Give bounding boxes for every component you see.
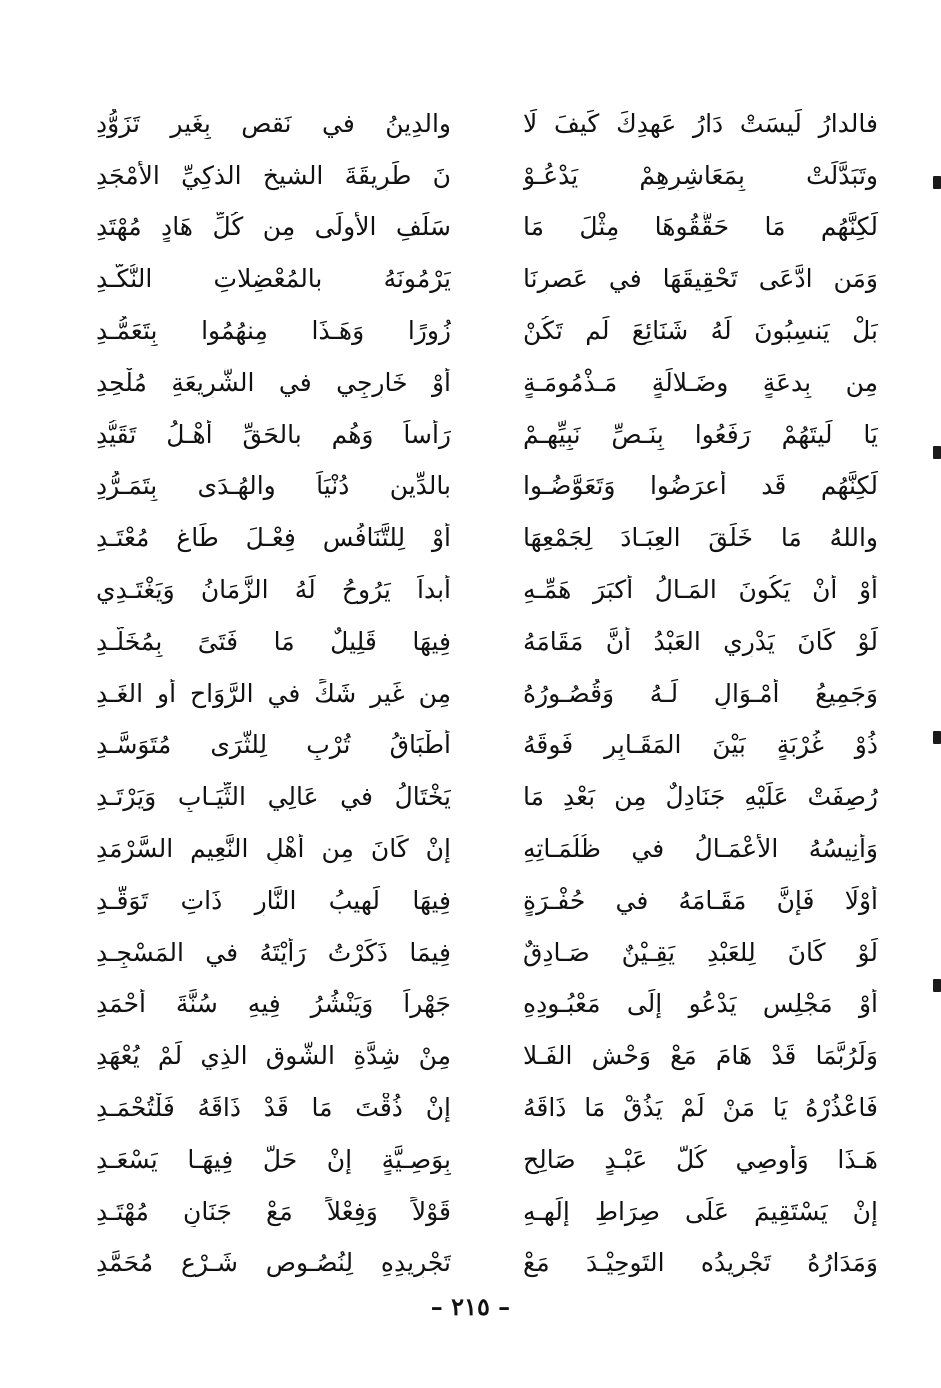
first-hemistich: هَـذَا وَأُوصِي كُلَّ عَبْـدٍ صَالِحٍ xyxy=(523,1144,878,1174)
verse-line xyxy=(96,979,878,1031)
second-hemistich: أَوْ لِلتَّنَافُسِ فِعْـلَ طَاغٍ مُعْتَـدِ xyxy=(96,523,451,553)
first-hemistich: بَلْ يَنسِبُونَ لَهُ شَنَائِعَ لَم تَكُنْ xyxy=(523,316,878,346)
verse-line xyxy=(96,1238,878,1290)
second-hemistich: أَوْ خَارِجِي في الشَّرِيعَةِ مُلْحِدِ xyxy=(96,367,451,397)
first-hemistich: وَلَرُبَّمَا قَدْ هَامَ مَعْ وَحْشِ الفَـلا xyxy=(523,1041,878,1071)
page-number: – ٢١٥ – xyxy=(430,1292,511,1321)
first-hemistich: وَأَنِيسُهُ الأَعْمَـالُ في ظُلُمَـاتِهِ xyxy=(523,834,878,864)
first-hemistich: فالدارُ لَيسَتْ دَارُ عَهدِكَ كَيفَ لَا xyxy=(523,108,878,138)
first-hemistich: لَوْ كَانَ يَدْرِي العَبْدُ أَنَّ مَقَامَهُ xyxy=(523,626,878,656)
first-hemistich: ذُوْ غُرْبَةٍ بَيْنَ المَقَـابِرِ فَوقَهُ xyxy=(523,730,878,760)
second-hemistich: تَجْرِيدِهِ لِنُصُـوصِ شَـرْعِ مُحَمَّدِ xyxy=(96,1248,451,1278)
margin-dot xyxy=(933,979,941,992)
second-hemistich: مِن غَيرِ شَكٍّ في الرَّوَاحِ أَو الغَـدِ xyxy=(96,678,451,708)
first-hemistich: وَجَمِيعُ أَمْـوَالٍ لَـهُ وَقُصُـورُهُ xyxy=(523,678,878,708)
verse-line xyxy=(96,98,878,150)
verse-line xyxy=(96,875,878,927)
verse-line xyxy=(96,461,878,513)
first-hemistich: لَكِنَّهُم قَد أَعرَضُوا وَتَعَوَّضُـوا xyxy=(523,471,878,501)
verse-line xyxy=(96,150,878,202)
second-hemistich: جَهْراً وَيَنْشُرُ فِيهِ سُنَّةَ أَحْمَدِ xyxy=(96,989,451,1019)
first-hemistich: واللهُ مَا خَلَقَ العِبَـادَ لِجَمْعِهَا xyxy=(523,523,878,553)
verse-line xyxy=(96,564,878,616)
first-hemistich: لَوْ كَانَ لِلعَبْدِ يَقِـيْنٌ صَـادِقٌ xyxy=(523,937,878,967)
second-hemistich: فِيهَا لَهِيبُ النَّارِ ذَاتِ تَوَقُّـدِ xyxy=(96,885,451,915)
second-hemistich: قَوْلاً وَفِعْلاً مَعْ جَنَانٍ مُهْتَـدِ xyxy=(96,1196,451,1226)
second-hemistich: بِوَصِـيَّةٍ إِنْ حَلَّ فِيهَـا يَسْعَـدِ xyxy=(96,1144,451,1174)
second-hemistich: فِيمَا ذَكَرْتُ رَأَيْتَهُ في المَسْجِـدِ xyxy=(96,937,451,967)
verse-line xyxy=(96,668,878,720)
first-hemistich: فَاعْذُرْهُ يَا مَنْ لَمْ يَذُقْ مَا ذَاقَهُ xyxy=(523,1093,878,1123)
second-hemistich: نَ طَرِيقَةَ الشيخِ الذكِيِّ الأَمْجَدِ xyxy=(96,160,451,190)
verse-line xyxy=(96,305,878,357)
first-hemistich: أَوْلَا فَإِنَّ مَقَـامَهُ في حُفْـرَةٍ xyxy=(523,885,878,915)
verse-line xyxy=(96,357,878,409)
first-hemistich: لَكِنَّهُم مَا حَقَّقُوهَا مِثْلَ مَا xyxy=(523,212,878,242)
margin-dot xyxy=(933,446,941,459)
second-hemistich: بالدِّينِ دُنْيَاً والهُـدَى بِتَمَـرُّدِ xyxy=(96,471,451,501)
second-hemistich: والدِينُ في نَقصٍ بِغَيرِ تَزَوُّدِ xyxy=(96,108,451,138)
second-hemistich: أَطْبَاقُ تُرْبٍ لِلثَّرَى مُتَوَسَّـدِ xyxy=(96,730,451,760)
first-hemistich: أَوْ مَجْلِسٍ يَدْعُو إِلَى مَعْبُـودِهِ xyxy=(523,989,878,1019)
first-hemistich: وَمَن ادَّعَى تَحْقِيقَهَا في عَصرِنَا xyxy=(523,264,878,294)
second-hemistich: سَلَفِ الأُولَى مِن كُلِّ هَادٍ مُهْتَدِ xyxy=(96,212,451,242)
first-hemistich: رُصِفَتْ عَلَيْهِ جَنَادِلٌ مِن بَعْدِ مَا xyxy=(523,782,878,812)
verse-line xyxy=(96,202,878,254)
second-hemistich: فِيهَا قَلِيلٌ مَا فَتَىً بِمُخَلَّـدِ xyxy=(96,626,451,656)
verse-line xyxy=(96,253,878,305)
second-hemistich: إِنْ كَانَ مِن أَهْلِ النَّعِيمِ السَّرْمَدِ xyxy=(96,834,451,864)
margin-dot xyxy=(933,731,941,744)
second-hemistich: مِنْ شِدَّةِ الشَّوقِ الذِي لَمْ يُعْهَدِ xyxy=(96,1041,451,1071)
verse-line xyxy=(96,823,878,875)
poem-body xyxy=(96,98,878,1289)
first-hemistich: وتَبَدَّلَتْ بِمَعَاشِرِهِمْ يَدْعُـوْ xyxy=(523,160,878,190)
verse-line xyxy=(96,409,878,461)
second-hemistich: يَرْمُونَهُ بالمُعْضِلاتِ النُّكَّـدِ xyxy=(96,264,451,294)
verse-line xyxy=(96,616,878,668)
first-hemistich: وَمَدَارُهُ تَجْرِيدُه التَوحِيْـدَ مَعْ xyxy=(523,1248,878,1278)
margin-dot xyxy=(933,176,941,189)
verse-line xyxy=(96,1082,878,1134)
first-hemistich: إِنْ يَسْتَقِيمَ عَلَى صِرَاطِ إِلَهِـهِ xyxy=(523,1196,878,1226)
verse-line xyxy=(96,720,878,772)
first-hemistich: مِن بِدعَةٍ وضَـلالَةٍ مَـذْمُومَـةٍ xyxy=(523,367,878,397)
first-hemistich: يَا لَيتَهُمْ رَفَعُوا بِنَـصِّ نَبِيِّهِـمْ xyxy=(523,419,878,449)
verse-line xyxy=(96,927,878,979)
second-hemistich: زُورًا وَهَـذَا مِنهُمُوا بِتَعَمُّـدِ xyxy=(96,316,451,346)
verse-line xyxy=(96,1134,878,1186)
second-hemistich: أَبداً يَرُوحُ لَهُ الزَّمَانُ وَيَغْتَـدِي xyxy=(96,575,451,605)
second-hemistich: إِنْ ذُقْتَ مَا قَدْ ذَاقَهُ فَلْتُحْمَـدِ xyxy=(96,1093,451,1123)
verse-line xyxy=(96,1030,878,1082)
second-hemistich: يَخْتَالُ في عَالِي الثِّيَـابِ وَيَرْتَـدِ xyxy=(96,782,451,812)
verse-line xyxy=(96,771,878,823)
verse-line xyxy=(96,1186,878,1238)
second-hemistich: رَأساً وَهُم بالحَقِّ أَهْـلُ تَقَيُّدِ xyxy=(96,419,451,449)
first-hemistich: أَوْ أَنْ يَكُونَ المَـالُ أَكبَرَ هَمِّـهِ xyxy=(523,575,878,605)
verse-line xyxy=(96,512,878,564)
